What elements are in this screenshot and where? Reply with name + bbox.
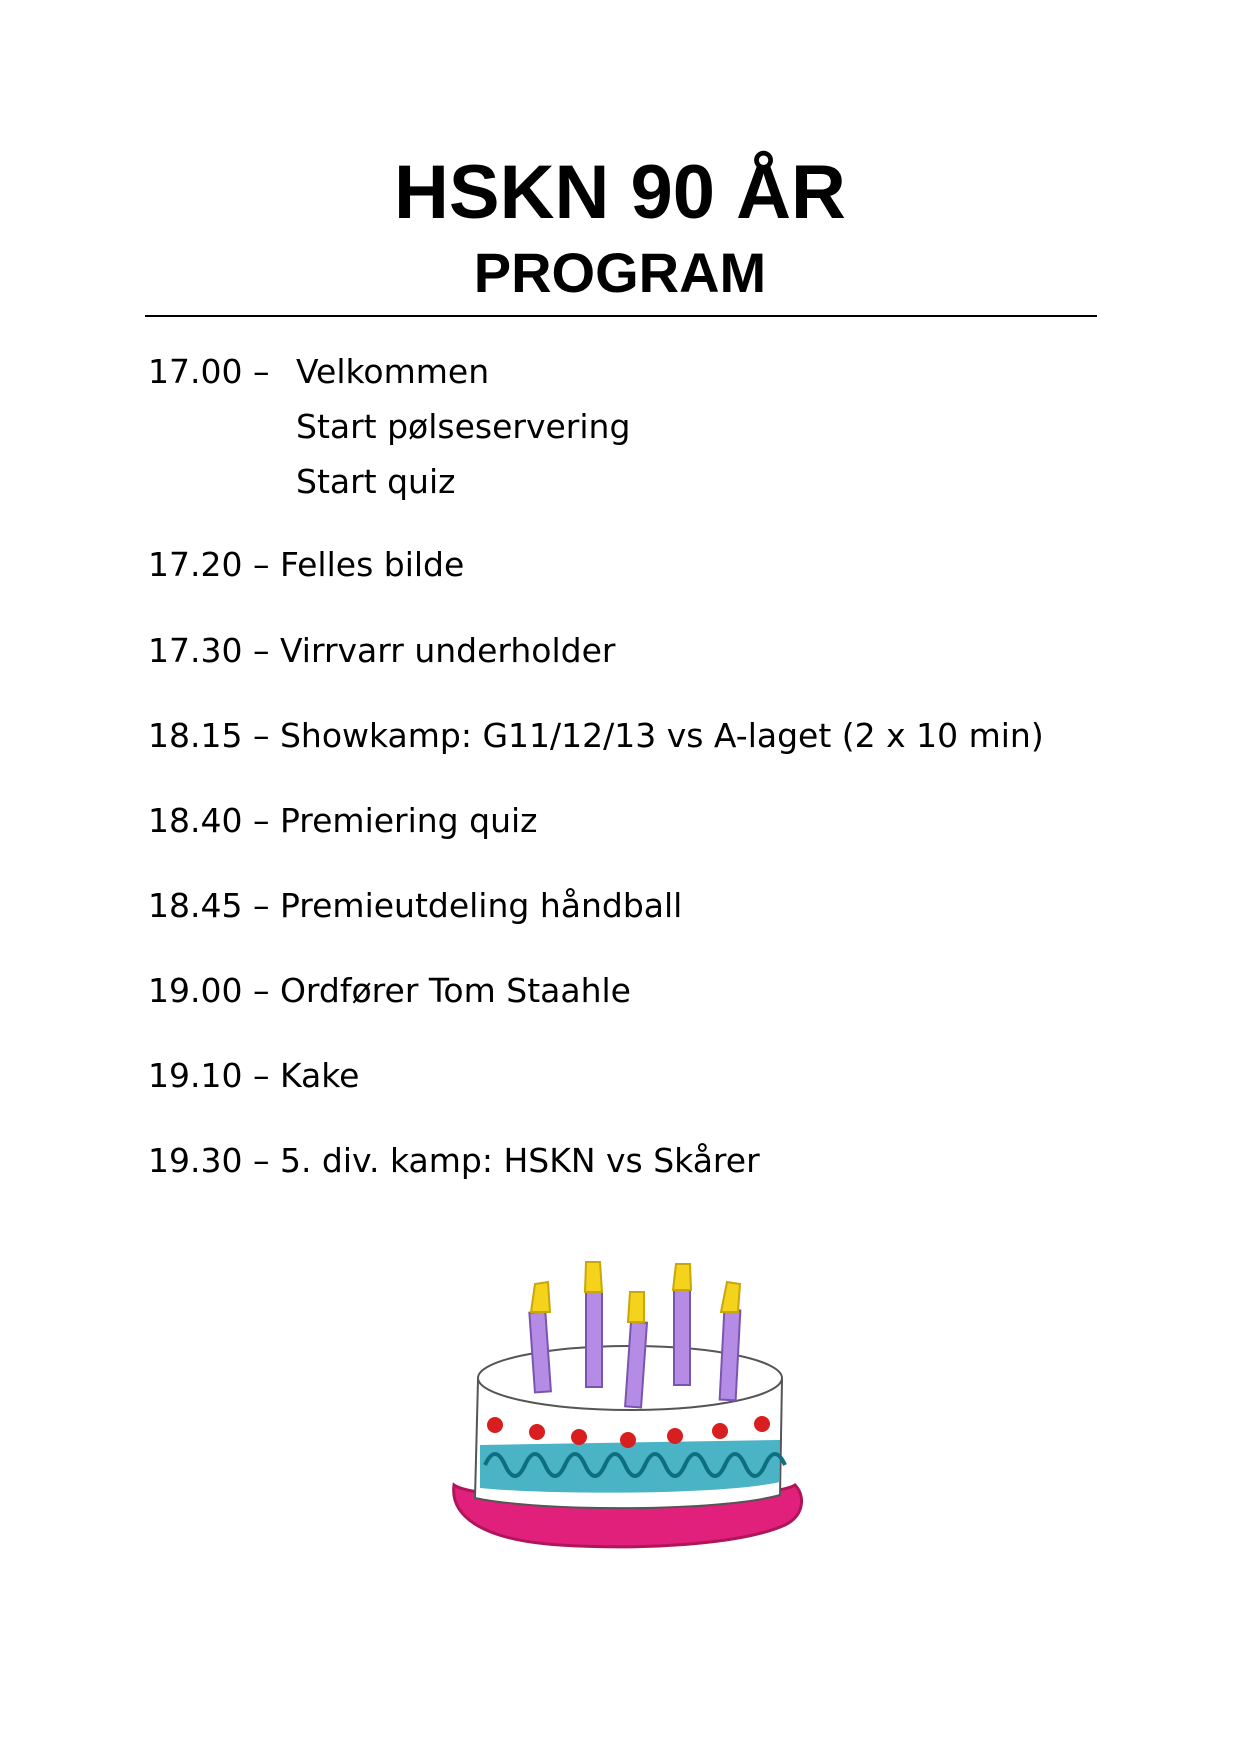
cake-dot: [712, 1423, 728, 1439]
page-title: HSKN 90 ÅR: [394, 150, 846, 235]
schedule-item: 19.10 – Kake: [148, 1056, 360, 1095]
cake-dot: [620, 1432, 636, 1448]
schedule-item: 17.30 – Virrvarr underholder: [148, 631, 616, 670]
schedule-item: 19.00 – Ordfører Tom Staahle: [148, 971, 631, 1010]
schedule-item: 18.45 – Premieutdeling håndball: [148, 886, 683, 925]
birthday-cake-icon: [440, 1240, 820, 1580]
cake-dot: [487, 1417, 503, 1433]
cake-dot: [529, 1424, 545, 1440]
schedule-time: 17.00 –: [148, 352, 270, 391]
cake-dot: [754, 1416, 770, 1432]
cake-flame: [531, 1282, 550, 1312]
cake-flame: [585, 1262, 602, 1292]
schedule-item: 18.15 – Showkamp: G11/12/13 vs A-laget (2 x 10 min): [148, 716, 1044, 755]
cake-candle: [674, 1290, 690, 1385]
cake-candle: [586, 1292, 602, 1387]
schedule-item: 19.30 – 5. div. kamp: HSKN vs Skårer: [148, 1141, 760, 1180]
cake-candle: [720, 1310, 741, 1401]
cake-flame: [673, 1264, 691, 1290]
cake-dot: [667, 1428, 683, 1444]
cake-flame: [628, 1292, 644, 1322]
schedule-line: Start quiz: [296, 462, 456, 501]
divider: [145, 315, 1097, 317]
schedule-item: 18.40 – Premiering quiz: [148, 801, 538, 840]
schedule-item: 17.20 – Felles bilde: [148, 545, 465, 584]
cake-dot: [571, 1429, 587, 1445]
schedule-line: Start pølseservering: [296, 407, 631, 446]
schedule-line: Velkommen: [296, 352, 490, 391]
page-subtitle: PROGRAM: [473, 241, 767, 304]
cake-flame: [721, 1282, 740, 1312]
